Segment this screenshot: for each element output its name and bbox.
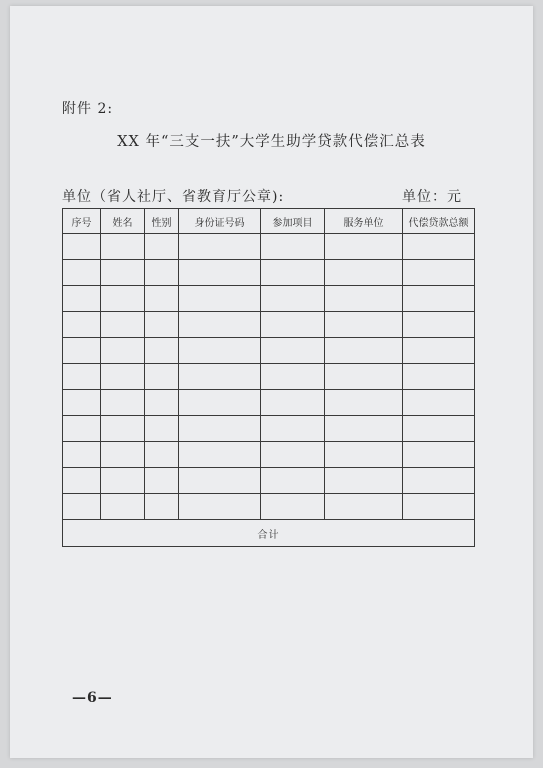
cell-id-number: [179, 390, 261, 416]
table-row: [63, 468, 475, 494]
cell-index: [63, 338, 101, 364]
table-row: [63, 338, 475, 364]
cell-service-unit: [325, 442, 403, 468]
cell-id-number: [179, 234, 261, 260]
cell-loan-total: [403, 338, 475, 364]
cell-service-unit: [325, 234, 403, 260]
cell-project: [261, 234, 325, 260]
cell-service-unit: [325, 312, 403, 338]
table-row: [63, 364, 475, 390]
cell-loan-total: [403, 312, 475, 338]
cell-gender: [145, 312, 179, 338]
cell-index: [63, 494, 101, 520]
cell-project: [261, 390, 325, 416]
cell-id-number: [179, 312, 261, 338]
cell-name: [101, 312, 145, 338]
header-gender: 性别: [145, 209, 179, 234]
cell-name: [101, 338, 145, 364]
header-index: 序号: [63, 209, 101, 234]
cell-id-number: [179, 260, 261, 286]
cell-id-number: [179, 442, 261, 468]
cell-project: [261, 338, 325, 364]
header-service-unit: 服务单位: [325, 209, 403, 234]
header-project: 参加项目: [261, 209, 325, 234]
total-label: 合计: [63, 520, 475, 547]
table-row: [63, 416, 475, 442]
cell-index: [63, 286, 101, 312]
cell-project: [261, 468, 325, 494]
table-row: [63, 234, 475, 260]
total-row: [63, 520, 475, 547]
attachment-label: 附件 2:: [62, 101, 114, 117]
page-number: —6—: [72, 690, 113, 706]
cell-service-unit: [325, 468, 403, 494]
cell-service-unit: [325, 416, 403, 442]
cell-index: [63, 312, 101, 338]
cell-name: [101, 390, 145, 416]
cell-loan-total: [403, 260, 475, 286]
cell-gender: [145, 468, 179, 494]
cell-name: [101, 442, 145, 468]
cell-service-unit: [325, 494, 403, 520]
table-row: [63, 312, 475, 338]
cell-name: [101, 494, 145, 520]
cell-service-unit: [325, 260, 403, 286]
cell-gender: [145, 494, 179, 520]
cell-gender: [145, 260, 179, 286]
cell-name: [101, 468, 145, 494]
table-row: [63, 260, 475, 286]
cell-project: [261, 494, 325, 520]
cell-service-unit: [325, 338, 403, 364]
cell-loan-total: [403, 442, 475, 468]
unit-label: 单位（省人社厅、省教育厅公章):: [62, 189, 285, 205]
header-loan-total: 代偿贷款总额: [403, 209, 475, 234]
cell-id-number: [179, 468, 261, 494]
cell-index: [63, 442, 101, 468]
cell-loan-total: [403, 468, 475, 494]
cell-loan-total: [403, 286, 475, 312]
cell-index: [63, 468, 101, 494]
cell-name: [101, 416, 145, 442]
header-name: 姓名: [101, 209, 145, 234]
document-title: XX 年“三支一扶”大学生助学贷款代偿汇总表: [117, 134, 426, 150]
cell-name: [101, 260, 145, 286]
cell-loan-total: [403, 234, 475, 260]
cell-index: [63, 234, 101, 260]
cell-project: [261, 260, 325, 286]
cell-name: [101, 234, 145, 260]
cell-id-number: [179, 286, 261, 312]
cell-project: [261, 364, 325, 390]
cell-loan-total: [403, 494, 475, 520]
cell-id-number: [179, 364, 261, 390]
cell-name: [101, 364, 145, 390]
cell-gender: [145, 338, 179, 364]
cell-gender: [145, 364, 179, 390]
cell-name: [101, 286, 145, 312]
table-header-row: [63, 209, 475, 234]
cell-project: [261, 416, 325, 442]
cell-id-number: [179, 416, 261, 442]
currency-label: 单位：元: [402, 189, 462, 205]
cell-service-unit: [325, 286, 403, 312]
cell-loan-total: [403, 364, 475, 390]
table-row: [63, 442, 475, 468]
summary-table: [62, 208, 475, 547]
cell-index: [63, 416, 101, 442]
cell-loan-total: [403, 416, 475, 442]
cell-project: [261, 312, 325, 338]
cell-id-number: [179, 494, 261, 520]
cell-gender: [145, 390, 179, 416]
cell-gender: [145, 416, 179, 442]
cell-project: [261, 286, 325, 312]
cell-service-unit: [325, 364, 403, 390]
cell-gender: [145, 442, 179, 468]
cell-id-number: [179, 338, 261, 364]
cell-loan-total: [403, 390, 475, 416]
table-row: [63, 286, 475, 312]
cell-service-unit: [325, 390, 403, 416]
table-row: [63, 390, 475, 416]
cell-gender: [145, 286, 179, 312]
cell-project: [261, 442, 325, 468]
header-id-number: 身份证号码: [179, 209, 261, 234]
cell-index: [63, 260, 101, 286]
table-row: [63, 494, 475, 520]
cell-index: [63, 390, 101, 416]
cell-index: [63, 364, 101, 390]
cell-gender: [145, 234, 179, 260]
